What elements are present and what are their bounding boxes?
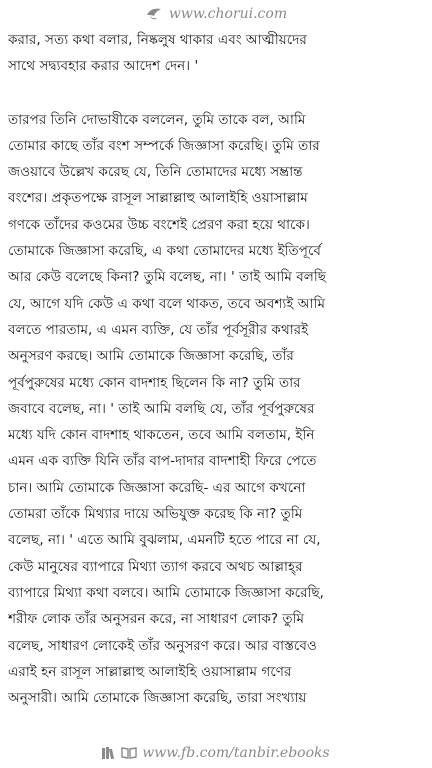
- text-line: চান। আমি তোমাকে জিজ্ঞাসা করেছি- এর আগে কখনো: [8, 479, 306, 496]
- text-line: তারপর তিনি দোভাষীকে বললেন, তুমি তাকে বল, আমি: [8, 111, 306, 128]
- text-line: কেউ মানুষের ব্যাপারে মিথ্যা ত্যাগ করবে অথচ আল্লাহ্‌র: [8, 558, 303, 575]
- text-line: বংশের। প্রকৃতপক্ষে রাসূল সাল্লাল্লাহু আলাইহি ওয়াসাল্লাম: [8, 190, 308, 207]
- text-line: শরীফ লোক তাঁর অনুসরন করে, না সাধারণ লোক? তুমি: [8, 611, 305, 628]
- text-line: সাথে সদ্ব্যবহার করার আদেশ দেন। ': [8, 58, 199, 75]
- text-line: তোমার কাছে তাঁর বংশ সম্পর্কে জিজ্ঞাসা করেছি। তুমি তার: [8, 137, 320, 154]
- facebook-page-link[interactable]: www.fb.com/tanbir.ebooks: [142, 745, 330, 761]
- bird-logo-icon: [145, 6, 163, 22]
- library-icon: [102, 747, 116, 759]
- text-line: যে, আগে যদি কেউ এ কথা বলে থাকত, তবে অবশ্যই আমি: [8, 295, 326, 312]
- text-line: পূর্বপুরুষের মধ্যে কোন বাদশাহ ছিলেন কি না? তুমি তার: [8, 374, 301, 391]
- book-icon: [121, 747, 137, 759]
- text-line: করার, সত্য কথা বলার, নিষ্কলুষ থাকার এবং আত্মীয়দের: [8, 32, 307, 48]
- text-line: ব্যাপারে মিথ্যা কথা বলবে। আমি তোমাকে জিজ্ঞাসা করেছি,: [8, 584, 325, 601]
- text-line: তোমরা তাঁকে মিথ্যার দায়ে অভিযুক্ত করেছ কি না? তুমি: [8, 506, 303, 523]
- site-header: [0, 3, 432, 25]
- text-line: বলেছ, সাধারণ লোকেই তাঁর অনুসরণ করে। আর বাস্তবেও: [8, 637, 317, 654]
- paragraph-2: [8, 107, 426, 712]
- text-line: অনুসারী। আমি তোমাকে জিজ্ঞাসা করেছি, তারা সংখ্যায়: [8, 690, 307, 707]
- site-url[interactable]: www.chorui.com: [168, 6, 288, 22]
- text-line: এমন এক ব্যক্তি যিনি তাঁর বাপ-দাদার বাদশাহী ফিরে পেতে: [8, 453, 317, 470]
- text-line: অনুসরণ করছে। আমি তোমাকে জিজ্ঞাসা করেছি, তাঁর: [8, 348, 294, 365]
- paragraph-gap: [8, 80, 426, 107]
- text-line: বলেছ, না। ' এতে আমি বুঝলাম, এমনটি হতে পারে না যে,: [8, 532, 321, 549]
- text-line: গণকে তাঁদের কওমের উচ্চ বংশেই প্রেরণ করা হয়ে থাকে।: [8, 216, 310, 233]
- text-line: জবাবে বলেছ, না। ' তাই আমি বলছি যে, তাঁর পূর্বপুরুষের: [8, 400, 315, 417]
- text-line: বলতে পারতাম, এ এমন ব্যক্তি, যে তাঁর পূর্বসূরীর কথারই: [8, 321, 309, 338]
- page-footer: [0, 742, 432, 764]
- text-line: তোমাকে জিজ্ঞাসা করেছি, এ কথা তোমাদের মধ্যে ইতিপূর্বে: [8, 243, 322, 260]
- text-line: জওয়াবে উল্লেখ করেছ যে, তিনি তোমাদের মধ্যে সম্ভ্রান্ত: [8, 164, 303, 181]
- page-body: [8, 27, 426, 711]
- text-line: আর কেউ বলেছে কিনা? তুমি বলেছ, না। ' তাই আমি বলছি: [8, 269, 327, 286]
- paragraph-1: [8, 27, 426, 80]
- text-line: মধ্যে যদি কোন বাদশাহ থাকতেন, তবে আমি বলতাম, ইনি: [8, 427, 315, 444]
- text-line: এরাই হন রাসূল সাল্লাল্লাহু আলাইহি ওয়াসাল্লাম গণের: [8, 663, 292, 680]
